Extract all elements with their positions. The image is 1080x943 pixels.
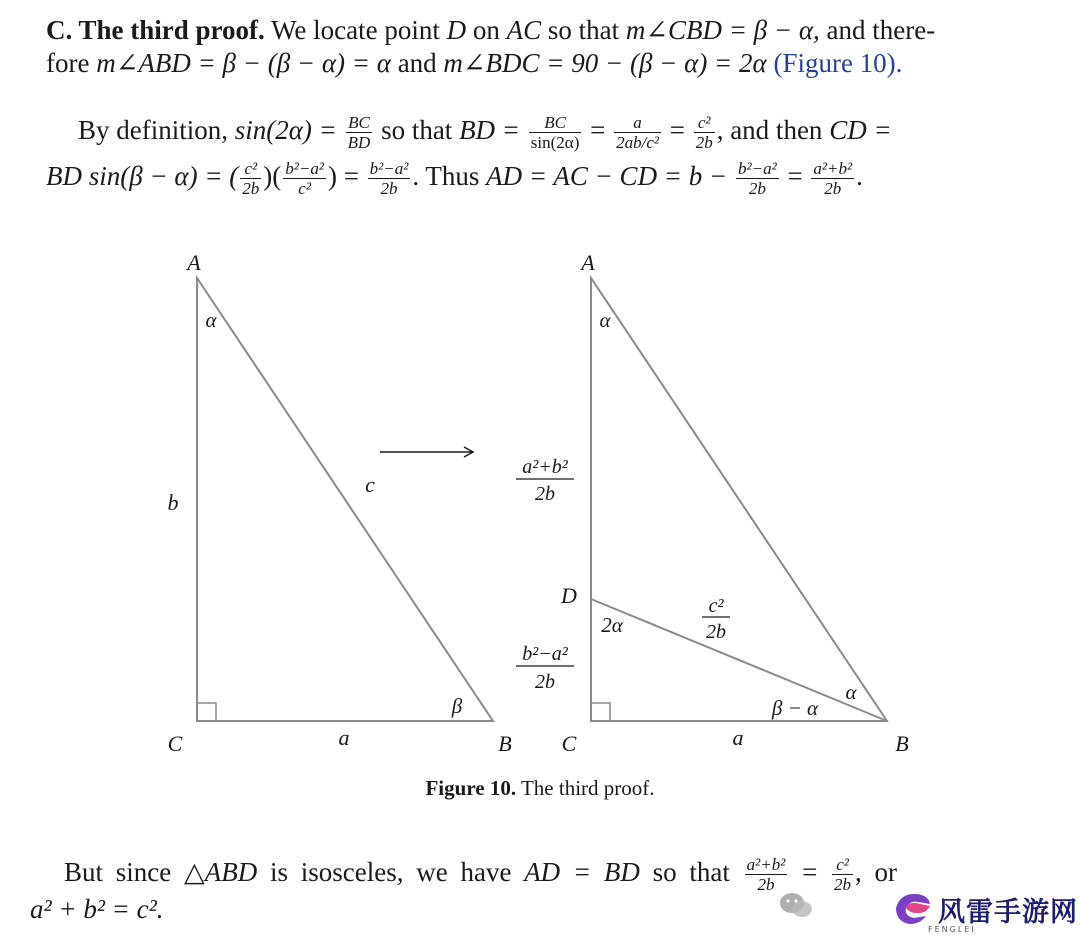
math-angle-abd: m∠ABD = β − (β − α) = α	[96, 48, 391, 78]
label-right-alpha-b: α	[845, 680, 857, 704]
label-right-side-a: a	[732, 725, 744, 750]
para-line-2: fore m∠ABD = β − (β − α) = α and m∠BDC = 90 − (β − α) = 2α (Figure 10).	[46, 48, 903, 78]
figure-caption-label: Figure 10.	[425, 776, 517, 800]
fraction-c2-2b: $\frac{\text{c²}}{2b}$	[695, 113, 713, 153]
figure-caption-text: The third proof.	[520, 776, 655, 800]
label-left-alpha: α	[205, 308, 217, 332]
section-heading: C. The third proof.	[46, 15, 265, 45]
label-right-d-vertex: D	[561, 583, 577, 608]
label-right-c-vertex: C	[561, 731, 577, 756]
para-line-4: BD sin(β − α) = ( $\frac{\text{c²}}{2b}$ )( $\frac{\text{b²−a²}}{\text{c²}}$ ) = $\frac{\text{b²−a²}}{2b}$ . Thus AD = AC − CD = b − $\frac{\text{b²−a²}}{2b}$ = $\frac{\text{a²+b²}}{2b}$ .	[46, 159, 863, 199]
label-ad-length	[516, 456, 574, 505]
fenglei-logo-icon	[890, 888, 936, 928]
right-angle-mark-left	[197, 703, 216, 721]
closing-line-1: But since △ABD is isosceles, we have AD = BD so that $\frac{\text{a²+b²}}{2b}$ = $\frac{\text{c²}}{2b}$ , or	[64, 855, 898, 895]
math-angle-cbd: m∠CBD = β − α,	[625, 15, 820, 45]
label-left-c-vertex: C	[167, 731, 183, 756]
label-two-alpha: 2α	[601, 613, 623, 637]
para-line-1: C. The third proof. We locate point D on AC so that m∠CBD = β − α, and there-	[46, 15, 936, 45]
right-angle-mark-right	[591, 703, 610, 721]
figure-caption	[0, 776, 1080, 801]
svg-text:a²+b²: a²+b²	[522, 456, 568, 478]
watermark-brand-text: 风雷手游网	[938, 897, 1078, 928]
label-right-a-vertex: A	[581, 250, 595, 275]
svg-text:2b: 2b	[706, 621, 726, 643]
math-angle-bdc: m∠BDC = 90 − (β − α) = 2α	[443, 48, 767, 78]
transform-arrow	[380, 447, 473, 457]
svg-text:c²: c²	[708, 595, 724, 617]
label-bd-length	[702, 595, 730, 643]
fraction-bc-sin2a: $\frac{BC}{\sin(2\alpha)}$	[530, 113, 580, 153]
closing-line-2	[30, 893, 163, 925]
svg-text:2b: 2b	[535, 483, 555, 505]
wechat-icon	[778, 890, 814, 920]
label-cd-length	[516, 643, 574, 693]
watermark-brand-en: FENGLEI	[928, 925, 976, 934]
label-left-side-b: b	[167, 490, 179, 515]
label-beta-minus-alpha: β − α	[771, 696, 819, 720]
watermark	[778, 880, 1078, 940]
figure-reference-link[interactable]: (Figure 10).	[773, 48, 903, 78]
label-left-beta: β	[451, 694, 463, 718]
label-left-b-vertex: B	[498, 731, 512, 756]
fraction-bc-bd: $\frac{BC}{BD}$	[347, 113, 371, 153]
right-triangle	[516, 250, 909, 756]
para-line-3: By definition, sin(2α) = $\frac{BC}{BD}$ so that BD = $\frac{BC}{\sin(2\alpha)}$ = $\frac{a}{\text{2ab/c²}}$ = $\frac{\text{c²}}{2b}$ , and then CD =	[78, 113, 892, 153]
label-left-side-a: a	[338, 725, 350, 750]
svg-text:b²−a²: b²−a²	[522, 643, 568, 665]
label-right-b-vertex: B	[895, 731, 909, 756]
fraction-a-2ab: $\frac{a}{\text{2ab/c²}}$	[616, 113, 659, 153]
label-left-side-c: c	[365, 472, 375, 497]
label-right-alpha-top: α	[599, 308, 611, 332]
pythagorean-equation: a² + b² = c².	[30, 894, 164, 924]
svg-text:2b: 2b	[535, 671, 555, 693]
segment-bd	[591, 599, 887, 721]
label-left-a-vertex: A	[187, 250, 201, 275]
left-triangle	[168, 250, 512, 756]
